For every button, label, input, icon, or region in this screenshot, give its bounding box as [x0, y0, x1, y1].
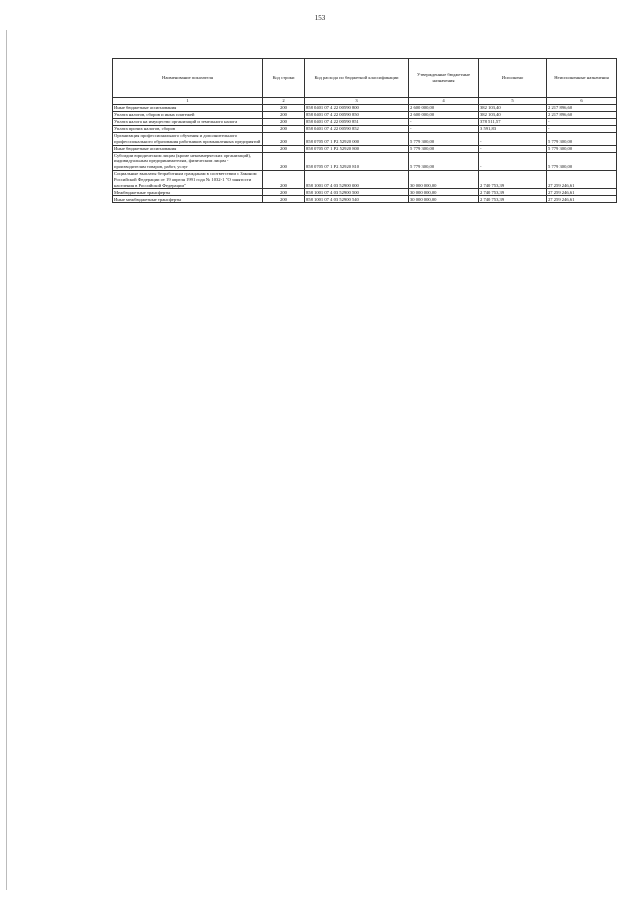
row-budget-code: 858 0401 07 4 22 00590 852: [305, 126, 409, 133]
table-row: [113, 196, 617, 203]
column-number: 2: [263, 98, 305, 105]
scan-margin-line: [6, 30, 7, 890]
row-unexecuted: 5 779 300,00: [547, 133, 617, 146]
row-budget-code: 858 1001 07 4 03 52900 500: [305, 189, 409, 196]
row-approved: 30 000 000,00: [409, 170, 479, 188]
header-line-code: Код строки: [263, 59, 305, 98]
row-line-code: 200: [263, 112, 305, 119]
row-name: Субсидии юридическим лицам (кроме некоммерческих организаций), индивидуальным предпринимателям, физическим лицам - производителям товаров, работ, услуг: [113, 152, 263, 170]
row-budget-code: 858 0705 07 1 Р2 52920 810: [305, 152, 409, 170]
table-row: [113, 170, 617, 188]
row-budget-code: 858 0705 07 1 Р2 52920 000: [305, 133, 409, 146]
row-approved: -: [409, 126, 479, 133]
row-budget-code: 858 1001 07 4 03 52900 540: [305, 196, 409, 203]
row-executed: 2 740 753,39: [479, 189, 547, 196]
row-unexecuted: 27 259 246,61: [547, 196, 617, 203]
row-budget-code: 858 0401 07 4 22 00590 800: [305, 105, 409, 112]
row-line-code: 200: [263, 133, 305, 146]
row-line-code: 200: [263, 105, 305, 112]
column-number: 1: [113, 98, 263, 105]
column-number: 6: [547, 98, 617, 105]
row-approved: 30 000 000,00: [409, 196, 479, 203]
column-number: 3: [305, 98, 409, 105]
row-unexecuted: 27 259 246,61: [547, 189, 617, 196]
row-executed: -: [479, 133, 547, 146]
row-name: Организация профессионального обучения и дополнительного профессионального образования работников промышленных предприятий: [113, 133, 263, 146]
row-name: Иные бюджетные ассигнования: [113, 105, 263, 112]
row-budget-code: 858 0401 07 4 22 00590 850: [305, 112, 409, 119]
row-approved: 5 779 300,00: [409, 133, 479, 146]
row-name: Уплата прочих налогов, сборов: [113, 126, 263, 133]
row-line-code: 200: [263, 170, 305, 188]
column-number-row: [113, 98, 617, 105]
row-executed: -: [479, 152, 547, 170]
table-body: [113, 105, 617, 203]
row-executed: -: [479, 145, 547, 152]
row-line-code: 200: [263, 152, 305, 170]
row-unexecuted: 2 217 896,60: [547, 105, 617, 112]
row-executed: 2 740 753,39: [479, 170, 547, 188]
row-approved: 2 600 000,00: [409, 112, 479, 119]
row-approved: 5 779 300,00: [409, 145, 479, 152]
table-row: [113, 126, 617, 133]
row-executed: 378 511,57: [479, 119, 547, 126]
row-line-code: 200: [263, 196, 305, 203]
table-row: [113, 119, 617, 126]
row-approved: 30 000 000,00: [409, 189, 479, 196]
table-row: [113, 145, 617, 152]
row-approved: 2 600 000,00: [409, 105, 479, 112]
row-executed: 3 591,83: [479, 126, 547, 133]
row-name: Межбюджетные трансферты: [113, 189, 263, 196]
table-row: [113, 189, 617, 196]
header-approved: Утвержденные бюджетные назначения: [409, 59, 479, 98]
row-unexecuted: 2 217 896,60: [547, 112, 617, 119]
row-line-code: 200: [263, 119, 305, 126]
row-line-code: 200: [263, 126, 305, 133]
budget-execution-table: [112, 58, 617, 203]
table-row: [113, 105, 617, 112]
header-budget-code: Код расхода по бюджетной классификации: [305, 59, 409, 98]
row-executed: 382 103,40: [479, 112, 547, 119]
table-row: [113, 133, 617, 146]
table-header-row: [113, 59, 617, 98]
row-budget-code: 858 0705 07 1 Р2 52920 800: [305, 145, 409, 152]
header-executed: Исполнено: [479, 59, 547, 98]
row-unexecuted: 5 779 300,00: [547, 145, 617, 152]
page-number: 153: [314, 14, 326, 22]
row-approved: 5 779 300,00: [409, 152, 479, 170]
column-number: 4: [409, 98, 479, 105]
row-unexecuted: 27 259 246,61: [547, 170, 617, 188]
column-number: 5: [479, 98, 547, 105]
row-name: Уплата налога на имущество организаций и земельного налога: [113, 119, 263, 126]
row-unexecuted: -: [547, 126, 617, 133]
row-line-code: 200: [263, 145, 305, 152]
row-approved: -: [409, 119, 479, 126]
header-name: Наименование показателя: [113, 59, 263, 98]
row-name: Иные бюджетные ассигнования: [113, 145, 263, 152]
row-name: Социальные выплаты безработным гражданам в соответствии с Законом Российской Федерации от 19 апреля 1991 года № 1032-1 "О занятости населения в Российской Федерации": [113, 170, 263, 188]
row-unexecuted: -: [547, 119, 617, 126]
row-unexecuted: 5 779 300,00: [547, 152, 617, 170]
row-budget-code: 858 0401 07 4 22 00590 851: [305, 119, 409, 126]
row-executed: 382 103,40: [479, 105, 547, 112]
row-executed: 2 740 753,39: [479, 196, 547, 203]
row-name: Иные межбюджетные трансферты: [113, 196, 263, 203]
table-row: [113, 152, 617, 170]
table-row: [113, 112, 617, 119]
row-line-code: 200: [263, 189, 305, 196]
header-unexecuted: Неисполненные назначения: [547, 59, 617, 98]
row-name: Уплата налогов, сборов и иных платежей: [113, 112, 263, 119]
row-budget-code: 858 1001 07 4 03 52900 000: [305, 170, 409, 188]
